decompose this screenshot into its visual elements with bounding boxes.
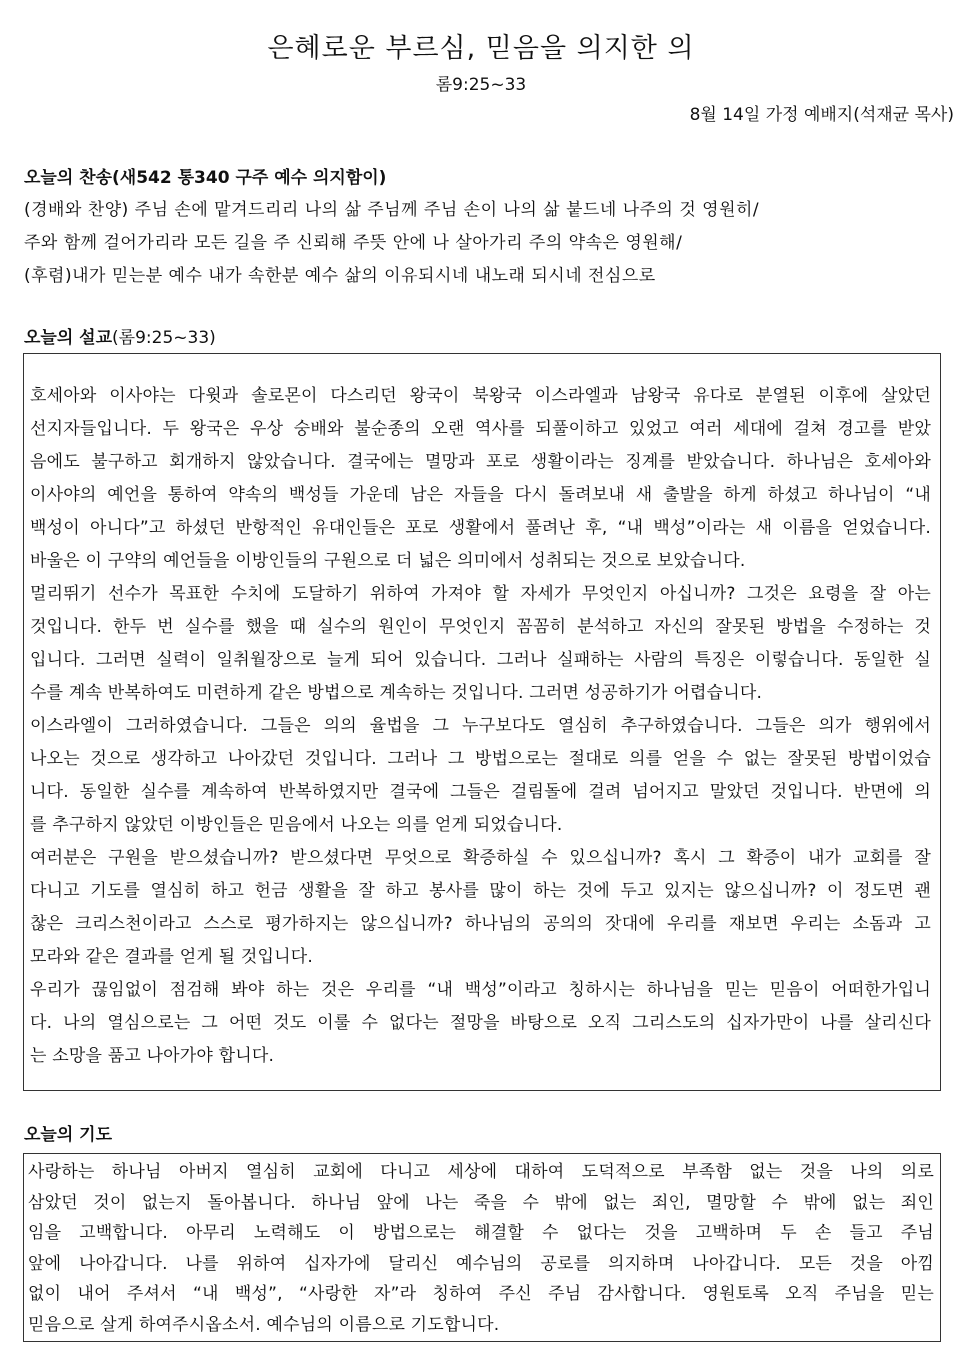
sermon-box bbox=[23, 353, 941, 1091]
hymn-lyrics bbox=[24, 194, 939, 293]
prayer-box bbox=[23, 1153, 941, 1342]
sermon-line: 찮은 크리스천이라고 스스로 평가하지는 않으십니까? 하나님의 공의의 잣대에 우리를 재보면 우리는 소돔과 고 bbox=[30, 914, 931, 934]
hymn-heading bbox=[24, 163, 386, 188]
hymn-line: 주와 함께 걸어가리라 모든 길을 주 신뢰해 주뜻 안에 나 살아가리 주의 약속은 영원해/ bbox=[24, 233, 683, 253]
scripture-reference: 롬9:25~33 bbox=[435, 75, 527, 95]
sermon-heading bbox=[24, 323, 216, 348]
prayer-line: 임을 고백합니다. 아무리 노력해도 이 방법으로는 해결할 수 없다는 것을 고백하며 두 손 들고 주님 bbox=[28, 1223, 934, 1243]
hymn-line: (경배와 찬양) 주님 손에 맡겨드리리 나의 삶 주님께 주님 손이 나의 삶 붙드네 나주의 것 영원히/ bbox=[24, 200, 760, 220]
prayer-text bbox=[28, 1157, 934, 1340]
sermon-line: 를 추구하지 않았던 이방인들은 믿음에서 나오는 의를 얻게 되었습니다. bbox=[30, 815, 563, 835]
sermon-line: 수를 계속 반복하여도 미련하게 같은 방법으로 계속하는 것입니다. 그러면 성공하기가 어렵습니다. bbox=[30, 683, 763, 703]
sermon-line: 선지자들입니다. 두 왕국은 우상 숭배와 불순종의 오랜 역사를 되풀이하고 있었고 여러 세대에 걸쳐 경고를 받았 bbox=[30, 419, 931, 439]
prayer-heading: 오늘의 기도 bbox=[24, 1125, 113, 1145]
sermon-line: 는 소망을 품고 나아가야 합니다. bbox=[30, 1046, 275, 1066]
sermon-heading-detail: (롬9:25~33) bbox=[112, 328, 216, 348]
sermon-line: 호세아와 이사야는 다윗과 솔로몬이 다스리던 왕국이 북왕국 이스라엘과 남왕국 유다로 분열된 이후에 살았던 bbox=[30, 386, 931, 406]
prayer-line: 삼았던 것이 없는지 돌아봅니다. 하나님 앞에 나는 죽을 수 밖에 없는 죄인, 멸망할 수 밖에 없는 죄인 bbox=[28, 1192, 934, 1213]
sermon-line: 백성이 아니다”고 하셨던 반항적인 유대인들은 포로 생활에서 풀려난 후, “내 백성”이라는 새 이름을 얻었습니다. bbox=[30, 518, 931, 538]
sermon-line: 나오는 것으로 생각하고 나아갔던 것입니다. 그러나 그 방법으로는 절대로 의를 얻을 수 없는 잘못된 방법이었습 bbox=[30, 749, 931, 769]
sermon-line: 모라와 같은 결과를 얻게 될 것입니다. bbox=[30, 947, 313, 967]
sermon-line: 이사야의 예언을 통하여 약속의 백성들 가운데 남은 자들을 다시 돌려보내 새 출발을 하게 하셨고 하나님이 “내 bbox=[30, 485, 931, 505]
sermon-line: 이스라엘이 그러하였습니다. 그들은 의의 율법을 그 누구보다도 열심히 추구하였습니다. 그들은 의가 행위에서 bbox=[30, 716, 931, 736]
sermon-line: 니다. 동일한 실수를 계속하여 반복하였지만 결국에 그들은 걸림돌에 걸려 넘어지고 말았던 것입니다. 반면에 의 bbox=[30, 782, 931, 802]
prayer-line: 없이 내어 주셔서 “내 백성”, “사랑한 자”라 칭하여 주신 주님 감사합니다. 영원토록 오직 주님을 믿는 bbox=[28, 1284, 934, 1304]
prayer-line: 사랑하는 하나님 아버지 열심히 교회에 다니고 세상에 대하여 도덕적으로 부족함 없는 것을 나의 의로 bbox=[28, 1162, 934, 1182]
date-and-author: 8월 14일 가정 예배지(석재균 목사) bbox=[689, 105, 954, 125]
sermon-line: 우리가 끊임없이 점검해 봐야 하는 것은 우리를 “내 백성”이라고 칭하시는 하나님을 믿는 믿음이 어떠한가입니 bbox=[30, 980, 931, 1000]
sermon-line: 입니다. 그러면 실력이 일취월장으로 늘게 되어 있습니다. 그러나 실패하는 사람의 특징은 이렇습니다. 동일한 실 bbox=[30, 650, 931, 670]
prayer-line: 앞에 나아갑니다. 나를 위하여 십자가에 달리신 예수님의 공로를 의지하며 나아갑니다. 모든 것을 아낌 bbox=[28, 1253, 934, 1274]
prayer-line: 믿음으로 살게 하여주시옵소서. 예수님의 이름으로 기도합니다. bbox=[28, 1314, 500, 1335]
sermon-heading-label: 오늘의 설교 bbox=[24, 328, 113, 348]
sermon-text bbox=[30, 380, 931, 1073]
sermon-line: 멀리뛰기 선수가 목표한 수치에 도달하기 위하여 가져야 할 자세가 무엇인지 아십니까? 그것은 요령을 잘 아는 bbox=[30, 584, 931, 604]
hymn-heading-detail: (새542 통340 구주 예수 의지함이) bbox=[112, 168, 387, 188]
hymn-line: (후렴)내가 믿는분 예수 내가 속한분 예수 삶의 이유되시네 내노래 되시네 전심으로 bbox=[24, 266, 656, 286]
sermon-line: 다니고 기도를 열심히 하고 헌금 생활을 잘 하고 봉사를 많이 하는 것에 두고 있지는 않으십니까? 이 정도면 괜 bbox=[30, 881, 931, 901]
sermon-line: 여러분은 구원을 받으셨습니까? 받으셨다면 무엇으로 확증하실 수 있으십니까? 혹시 그 확증이 내가 교회를 잘 bbox=[30, 848, 931, 868]
sermon-line: 것입니다. 한두 번 실수를 했을 때 실수의 원인이 무엇인지 꼼꼼히 분석하고 자신의 잘못된 방법을 수정하는 것 bbox=[30, 617, 931, 637]
hymn-heading-label: 오늘의 찬송 bbox=[24, 168, 113, 188]
sermon-line: 음에도 불구하고 회개하지 않았습니다. 결국에는 멸망과 포로 생활이라는 징계를 받았습니다. 하나님은 호세아와 bbox=[30, 452, 931, 472]
page-title: 은혜로운 부르심, 믿음을 의지한 의 bbox=[267, 33, 695, 64]
sermon-line: 다. 나의 열심으로는 그 어떤 것도 이룰 수 없다는 절망을 바탕으로 오직 그리스도의 십자가만이 나를 살리신다 bbox=[30, 1013, 931, 1033]
sermon-line: 바울은 이 구약의 예언들을 이방인들의 구원으로 더 넓은 의미에서 성취되는 것으로 보았습니다. bbox=[30, 551, 746, 571]
